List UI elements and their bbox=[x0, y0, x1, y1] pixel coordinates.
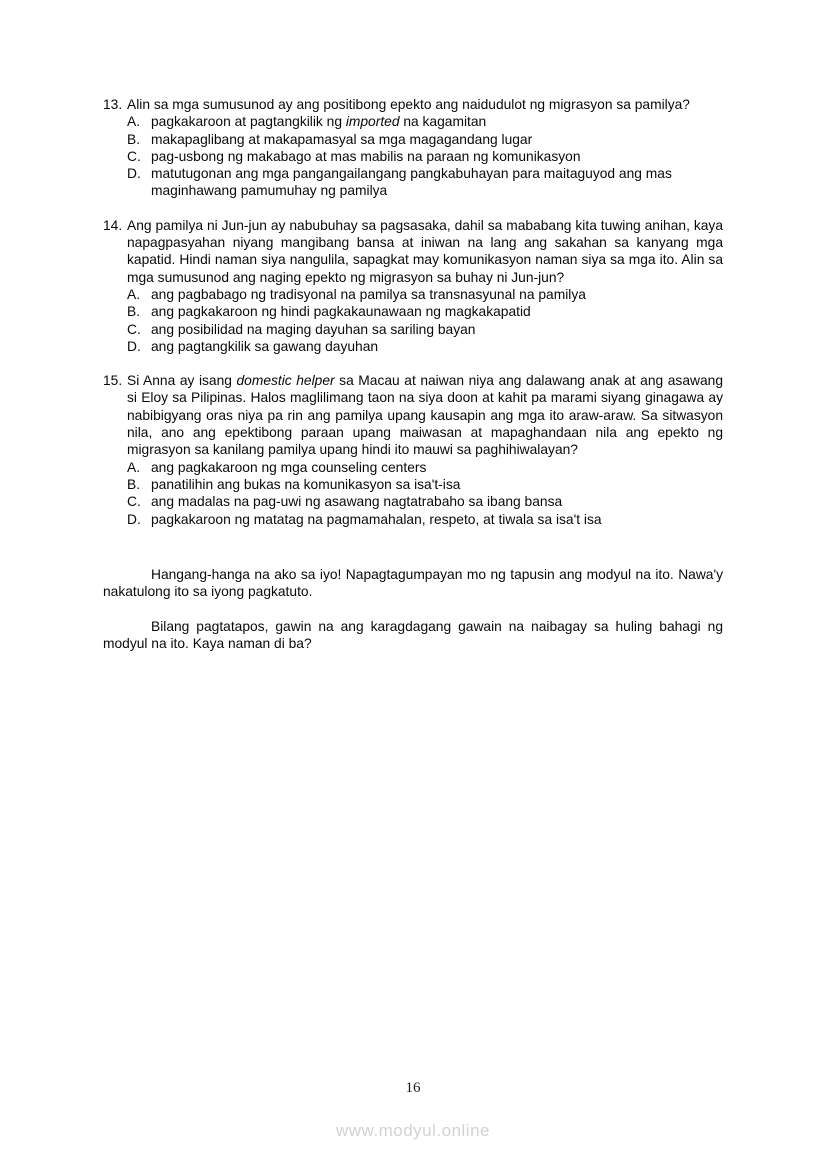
closing-paragraph: Hangang-hanga na ako sa iyo! Napagtagumpayan mo ng tapusin ang modyul na ito. Nawa'y nakatulong ito sa iyong pagkatuto. bbox=[103, 566, 723, 600]
option-letter: B. bbox=[127, 131, 141, 147]
text-segment: panatilihin ang bukas na komunikasyon sa isa't-isa bbox=[151, 476, 461, 492]
text-segment: pag-usbong ng makabago at mas mabilis na paraan ng komunikasyon bbox=[151, 148, 581, 164]
option-row bbox=[127, 165, 723, 200]
question-number: 15. bbox=[103, 373, 123, 389]
text-segment: matutugonan ang mga pangangailangang pangkabuhayan para maitaguyod ang mas maginhawang pamumuhay ng pamilya bbox=[151, 166, 672, 199]
option-row bbox=[127, 459, 723, 476]
option-row bbox=[127, 511, 723, 528]
option-text bbox=[151, 338, 723, 355]
option-text bbox=[151, 303, 723, 320]
option-row bbox=[127, 286, 723, 303]
question-item bbox=[103, 372, 723, 528]
question-body bbox=[127, 217, 723, 355]
option-list bbox=[127, 459, 723, 528]
text-segment: ang posibilidad na maging dayuhan sa sariling bayan bbox=[151, 321, 476, 337]
option-letter: B. bbox=[127, 304, 141, 320]
option-row bbox=[127, 148, 723, 165]
option-text bbox=[151, 131, 723, 148]
option-letter: D. bbox=[127, 166, 141, 182]
option-text bbox=[151, 165, 723, 200]
text-segment: Si Anna ay isang bbox=[127, 373, 237, 389]
question-prompt bbox=[127, 217, 723, 286]
text-segment: ang pagbabago ng tradisyonal na pamilya sa transnasyunal na pamilya bbox=[151, 286, 586, 302]
option-text bbox=[151, 286, 723, 303]
question-prompt bbox=[127, 372, 723, 458]
option-letter: C. bbox=[127, 321, 141, 337]
question-number: 13. bbox=[103, 97, 123, 112]
option-list bbox=[127, 113, 723, 199]
option-text bbox=[151, 459, 723, 476]
text-segment: makapaglibang at makapamasyal sa mga magagandang lugar bbox=[151, 131, 533, 147]
option-list bbox=[127, 286, 723, 355]
option-row bbox=[127, 321, 723, 338]
option-row bbox=[127, 131, 723, 148]
text-segment: Ang pamilya ni Jun-jun ay nabubuhay sa pagsasaka, dahil sa mababang kita tuwing anihan, kaya napagpasyahan niyang mangibang bansa at iniwan na lang ang sakahan sa kanyang mga kapatid. Hindi naman siya nangulila, sapagkat may komunikasyon naman siya sa mga ito. Alin sa mga sumusunod ang naging epekto ng migrasyon sa buhay ni Jun-jun? bbox=[127, 217, 723, 285]
option-letter: A. bbox=[127, 286, 141, 302]
option-letter: A. bbox=[127, 459, 141, 475]
option-text bbox=[151, 511, 723, 528]
option-letter: B. bbox=[127, 476, 141, 492]
closing-paragraph: Bilang pagtatapos, gawin na ang karagdagang gawain na naibagay sa huling bahagi ng modyul na ito. Kaya naman di ba? bbox=[103, 618, 723, 652]
question-number: 14. bbox=[103, 217, 123, 233]
question-item bbox=[103, 217, 723, 355]
option-letter: C. bbox=[127, 148, 141, 164]
option-letter: A. bbox=[127, 114, 141, 130]
question-body bbox=[127, 96, 723, 200]
option-row bbox=[127, 338, 723, 355]
question-body bbox=[127, 372, 723, 528]
text-segment: na kagamitan bbox=[399, 114, 487, 130]
option-text bbox=[151, 321, 723, 338]
question-item bbox=[103, 96, 723, 200]
option-text bbox=[151, 113, 723, 130]
text-segment: imported bbox=[345, 114, 400, 130]
text-segment: pagkakaroon ng matatag na pagmamahalan, respeto, at tiwala sa isa't isa bbox=[151, 511, 602, 527]
option-row bbox=[127, 303, 723, 320]
text-segment: ang pagkakaroon ng hindi pagkakaunawaan ng magkakapatid bbox=[151, 304, 531, 320]
option-letter: D. bbox=[127, 511, 141, 527]
page-number: 16 bbox=[405, 1080, 421, 1096]
closing-section bbox=[103, 566, 723, 652]
option-text bbox=[151, 493, 723, 510]
quiz-content bbox=[103, 96, 723, 652]
option-text bbox=[151, 148, 723, 165]
question-prompt bbox=[127, 96, 723, 113]
watermark-text: www.modyul.online bbox=[335, 1121, 490, 1140]
option-letter: C. bbox=[127, 494, 141, 510]
option-row bbox=[127, 493, 723, 510]
text-segment: domestic helper bbox=[236, 373, 335, 389]
text-segment: sa Macau at naiwan niya ang dalawang anak at ang asawang si Eloy sa Pilipinas. Halos maglilimang taon na siya doon at kahit pa marami siyang ginagawa ay nabibigyang oras niya pa rin ang pamilya upang kausapin ang mga ito araw-araw. Sa sitwasyon nila, ano ang epektibong paraan upang maiwasan at mapaghandaan nila ang epekto ng migrasyon sa kanilang pamilya upang hindi ito mauwi sa paghihiwalayan? bbox=[127, 373, 723, 458]
text-segment: pagkakaroon at pagtangkilik ng bbox=[151, 114, 346, 130]
question-list bbox=[103, 96, 723, 528]
text-segment: ang pagkakaroon ng mga counseling centers bbox=[151, 459, 427, 475]
option-letter: D. bbox=[127, 338, 141, 354]
option-row bbox=[127, 476, 723, 493]
text-segment: ang pagtangkilik sa gawang dayuhan bbox=[151, 338, 379, 354]
text-segment: Alin sa mga sumusunod ay ang positibong epekto ang naidudulot ng migrasyon sa pamilya? bbox=[127, 97, 690, 112]
option-row bbox=[127, 113, 723, 130]
option-text bbox=[151, 476, 723, 493]
text-segment: ang madalas na pag-uwi ng asawang nagtatrabaho sa ibang bansa bbox=[151, 494, 563, 510]
